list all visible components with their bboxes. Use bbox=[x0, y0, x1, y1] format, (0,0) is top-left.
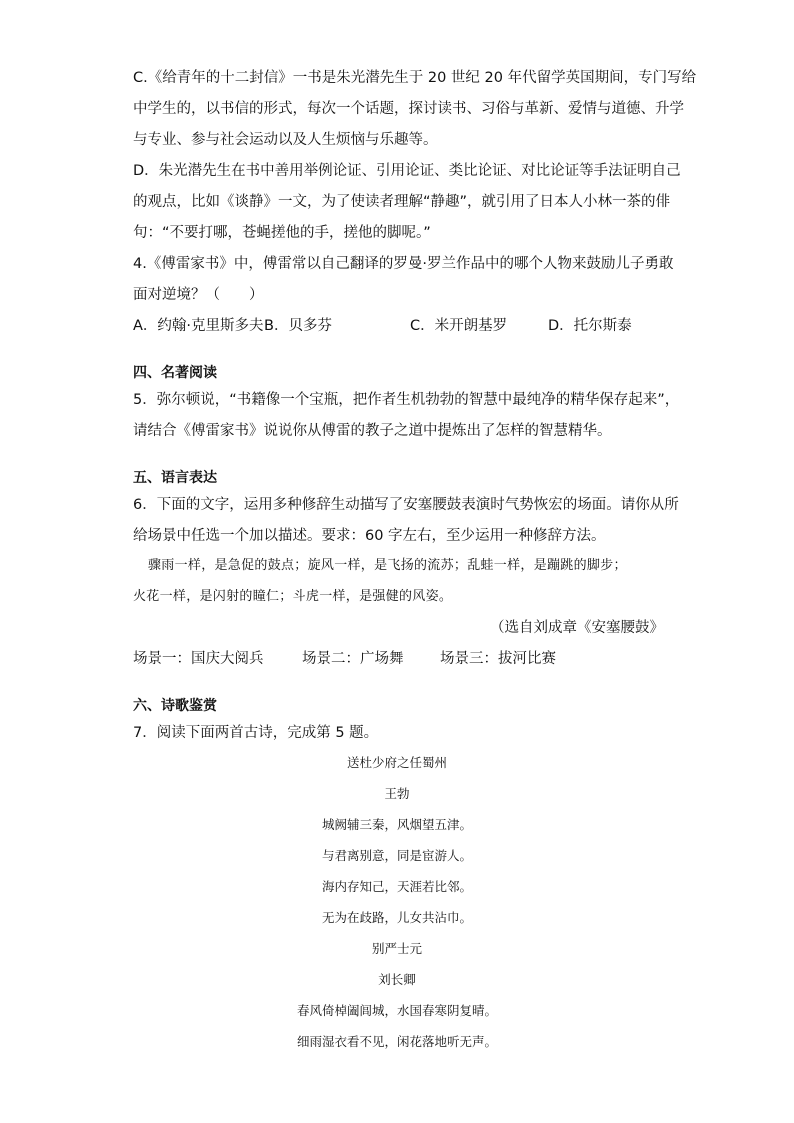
quote-line-1: 骤雨一样，是急促的鼓点；旋风一样，是飞扬的流苏；乱蛙一样，是蹦跳的脚步； bbox=[148, 558, 627, 573]
q4-option-d: D．托尔斯泰 bbox=[548, 318, 632, 334]
poem-1-title: 送杜少府之任蜀州 bbox=[346, 755, 447, 770]
q3-option-d-line-3: 句：“不要打哪，苍蝇搓他的手，搓他的脚呢。” bbox=[133, 225, 431, 241]
quote-line-2: 火花一样，是闪射的瞳仁；斗虎一样，是强健的风姿。 bbox=[133, 589, 453, 604]
scene-1: 场景一：国庆大阅兵 bbox=[133, 651, 264, 667]
q3-option-d-line-1: D．朱光潜先生在书中善用举例论证、引用论证、类比论证、对比论证等手法证明自己 bbox=[133, 163, 681, 179]
section-6-heading: 六、诗歌鉴赏 bbox=[133, 698, 217, 714]
poem-1-line-2: 与君离别意，同是宦游人。 bbox=[321, 848, 472, 863]
q3-option-c-line-3: 与专业、参与社会运动以及人生烦恼与乐趣等。 bbox=[133, 132, 438, 148]
scene-3: 场景三：拔河比赛 bbox=[440, 651, 556, 667]
scene-2: 场景二：广场舞 bbox=[302, 651, 404, 667]
q5-line-2: 请结合《傅雷家书》说说你从傅雷的教子之道中提炼出了怎样的智慧精华。 bbox=[133, 423, 612, 439]
poem-2-title: 别严士元 bbox=[371, 941, 422, 956]
poem-1-line-4: 无为在歧路，儿女共沾巾。 bbox=[321, 910, 472, 925]
q5-line-1: 5．弥尔顿说，“书籍像一个宝瓶，把作者生机勃勃的智慧中最纯净的精华保存起来”， bbox=[133, 392, 680, 408]
q3-option-c-line-2: 中学生的，以书信的形式，每次一个话题，探讨读书、习俗与革新、爱情与道德、升学 bbox=[133, 101, 684, 117]
poem-2-author: 刘长卿 bbox=[378, 972, 416, 987]
poem-1-line-1: 城阙辅三秦，风烟望五津。 bbox=[321, 817, 472, 832]
q3-option-d-line-2: 的观点，比如《谈静》一文，为了使读者理解“静趣”，就引用了日本人小林一茶的俳 bbox=[133, 194, 671, 210]
q7-stem: 7．阅读下面两首古诗，完成第 5 题。 bbox=[133, 725, 379, 741]
quote-source: （选自刘成章《安塞腰鼓》 bbox=[490, 620, 664, 636]
q6-line-2: 给场景中任选一个加以描述。要求：60 字左右，至少运用一种修辞方法。 bbox=[133, 528, 606, 544]
q4-stem-line-1: 4.《傅雷家书》中，傅雷常以自己翻译的罗曼·罗兰作品中的哪个人物来鼓励儿子勇敢 bbox=[133, 256, 674, 272]
poem-2-line-1: 春风倚棹阖闾城，水国春寒阴复晴。 bbox=[296, 1003, 497, 1018]
section-4-heading: 四、名著阅读 bbox=[133, 365, 217, 381]
q4-option-b: B．贝多芬 bbox=[264, 318, 332, 334]
q6-line-1: 6．下面的文字，运用多种修辞生动描写了安塞腰鼓表演时气势恢宏的场面。请你从所 bbox=[133, 497, 679, 513]
poem-1-line-3: 海内存知己，天涯若比邻。 bbox=[321, 879, 472, 894]
q4-stem-line-2: 面对逆境？（ ） bbox=[133, 287, 264, 303]
section-5-heading: 五、语言表达 bbox=[133, 470, 217, 486]
poem-1-author: 王勃 bbox=[384, 786, 410, 801]
q4-option-c: C．米开朗基罗 bbox=[410, 318, 508, 334]
poem-2-line-2: 细雨湿衣看不见，闲花落地听无声。 bbox=[296, 1034, 497, 1049]
q3-option-c-line-1: C.《给青年的十二封信》一书是朱光潜先生于 20 世纪 20 年代留学英国期间，专门写给 bbox=[133, 70, 697, 86]
q4-option-a: A．约翰·克里斯多夫 bbox=[133, 318, 264, 334]
